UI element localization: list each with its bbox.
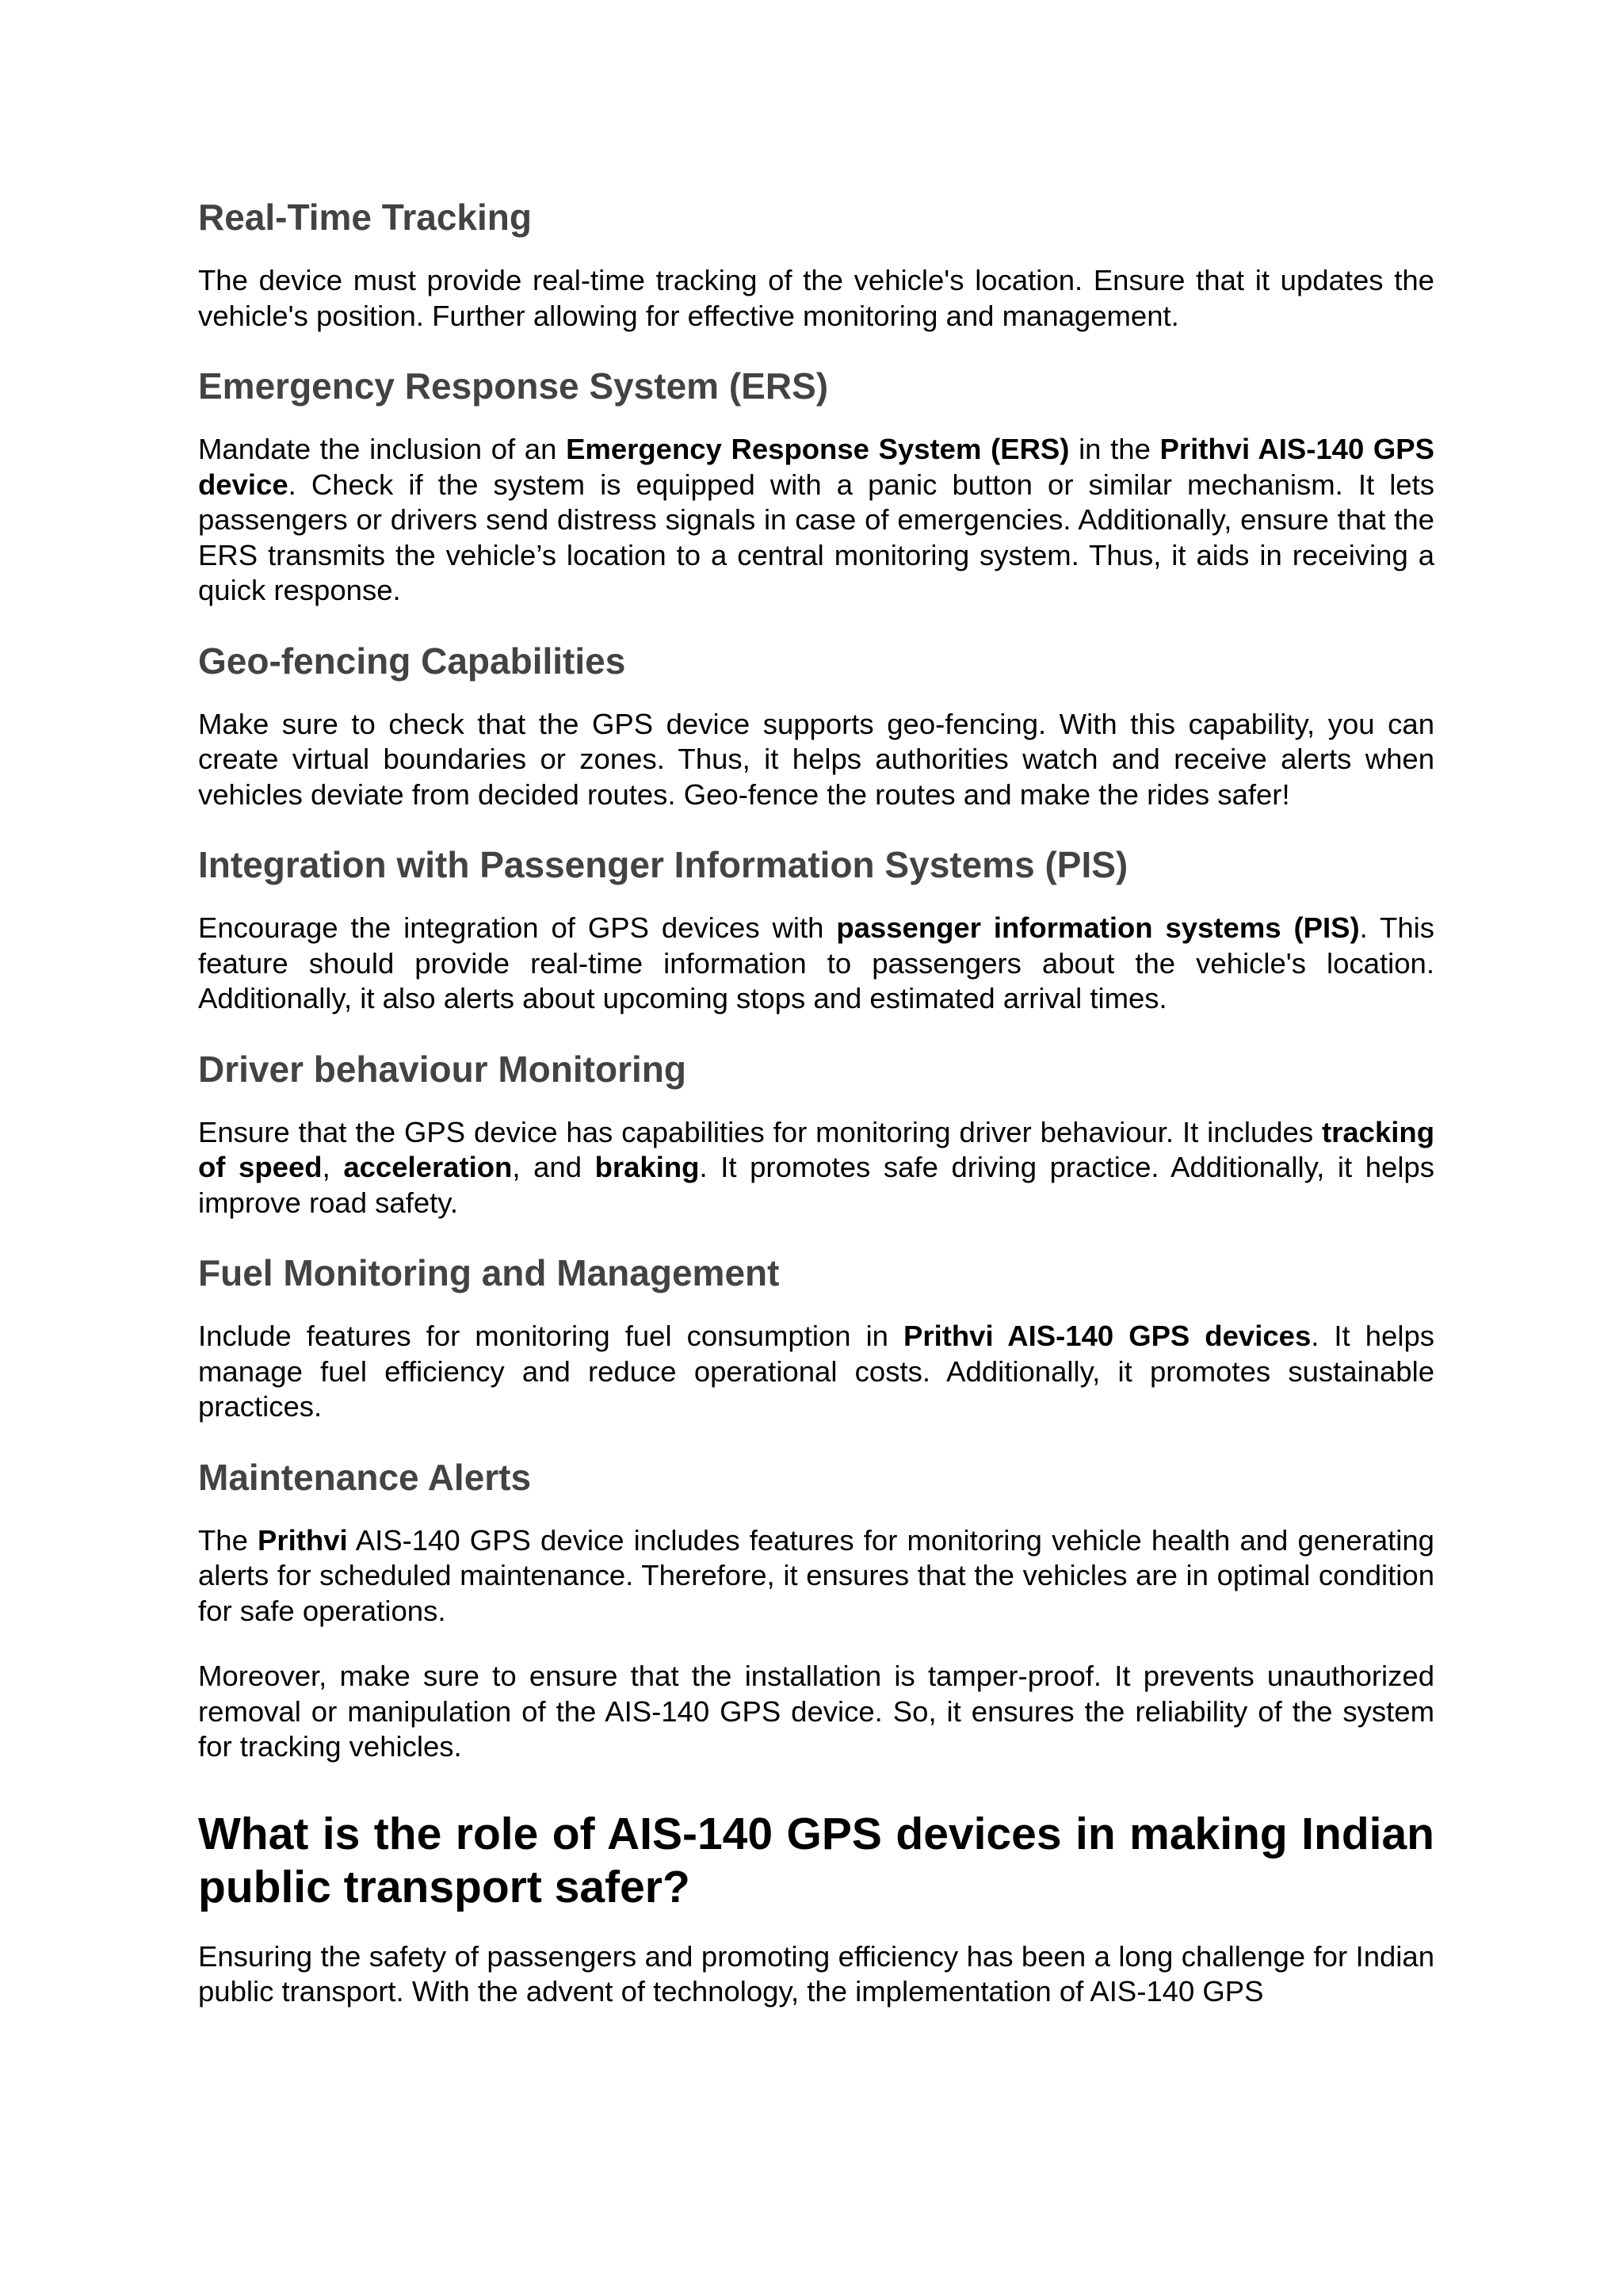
text-run: . It helps manage fuel efficiency and reduce operational costs. Additionally, it promotes sustainable practices. [198,1320,1434,1423]
section-paragraph-geo-fencing [198,707,1434,813]
section-heading-driver-behaviour: Driver behaviour Monitoring [198,1048,686,1090]
text-run: AIS-140 GPS device includes features for monitoring vehicle health and generating alerts for scheduled maintenance. Therefore, it ensures that the vehicles are in optimal condition for safe operations. [198,1523,1434,1627]
text-run: in the [1069,433,1160,465]
section-paragraph-ers [198,432,1434,609]
section-paragraph-driver-behaviour [198,1115,1434,1221]
text-run: Ensure that the GPS device has capabilities for monitoring driver behaviour. It includes [198,1115,1322,1148]
section-paragraph-fuel-monitoring [198,1319,1434,1425]
text-run: . It promotes safe driving practice. Additionally, it helps improve road safety. [198,1151,1434,1219]
bold-text-run: Prithvi AIS-140 GPS devices [903,1320,1312,1352]
main-heading: What is the role of AIS-140 GPS devices in making Indian public transport safer? [198,1808,1434,1912]
text-run: , [322,1151,344,1183]
bold-text-run: Prithvi [258,1523,348,1557]
text-run: . Check if the system is equipped with a panic button or similar mechanism. It lets passengers or drivers send distress signals in case of emergencies. Additionally, ensure that the ERS transmits the vehicle’s location to a central monitoring system. Thus, it aids in receiving a quick response. [198,468,1434,606]
section-heading-ers: Emergency Response System (ERS) [198,365,829,407]
closing-paragraph: Moreover, make sure to ensure that the installation is tamper-proof. It prevents unauthorized removal or manipulation of the AIS-140 GPS device. So, it ensures the reliability of the system for tracking vehicles. [198,1660,1434,1763]
section-heading-real-time-tracking: Real-Time Tracking [198,197,532,238]
final-paragraph: Ensuring the safety of passengers and promoting efficiency has been a long challenge for Indian public transport. With the advent of technology, the implementation of AIS-140 GPS [198,1939,1434,2008]
bold-text-run: tracking of speed [198,1115,1434,1183]
section-paragraph-real-time-tracking [198,263,1434,334]
section-heading-maintenance-alerts: Maintenance Alerts [198,1456,532,1498]
section-paragraph-pis [198,911,1434,1017]
bold-text-run: passenger information systems (PIS) [836,911,1360,944]
bold-text-run: acceleration [343,1151,513,1183]
section-heading-geo-fencing: Geo-fencing Capabilities [198,640,626,682]
text-run: Mandate the inclusion of an [198,433,567,465]
text-run: . This feature should provide real-time information to passengers about the vehicle's location. Additionally, it also alerts about upcoming stops and estimated arrival times. [198,911,1434,1014]
text-run: The device must provide real-time tracking of the vehicle's location. Ensure that it updates the vehicle's position. Further allowing for effective monitoring and management. [198,264,1434,332]
text-run: Make sure to check that the GPS device supports geo-fencing. With this capability, you can create virtual boundaries or zones. Thus, it helps authorities watch and receive alerts when vehicles deviate from decided routes. Geo-fence the routes and make the rides safer! [198,707,1434,811]
section-paragraph-maintenance-alerts [198,1523,1434,1629]
bold-text-run: braking [594,1151,700,1183]
text-run: Include features for monitoring fuel consumption in [198,1320,904,1352]
text-run: , and [512,1151,595,1183]
section-heading-fuel-monitoring: Fuel Monitoring and Management [198,1252,780,1293]
text-run: The [198,1523,258,1557]
text-run: Encourage the integration of GPS devices with [198,911,837,944]
section-heading-pis: Integration with Passenger Information Systems (PIS) [198,844,1128,885]
bold-text-run: Emergency Response System (ERS) [566,433,1070,465]
bold-text-run: Prithvi AIS-140 GPS device [198,433,1435,501]
